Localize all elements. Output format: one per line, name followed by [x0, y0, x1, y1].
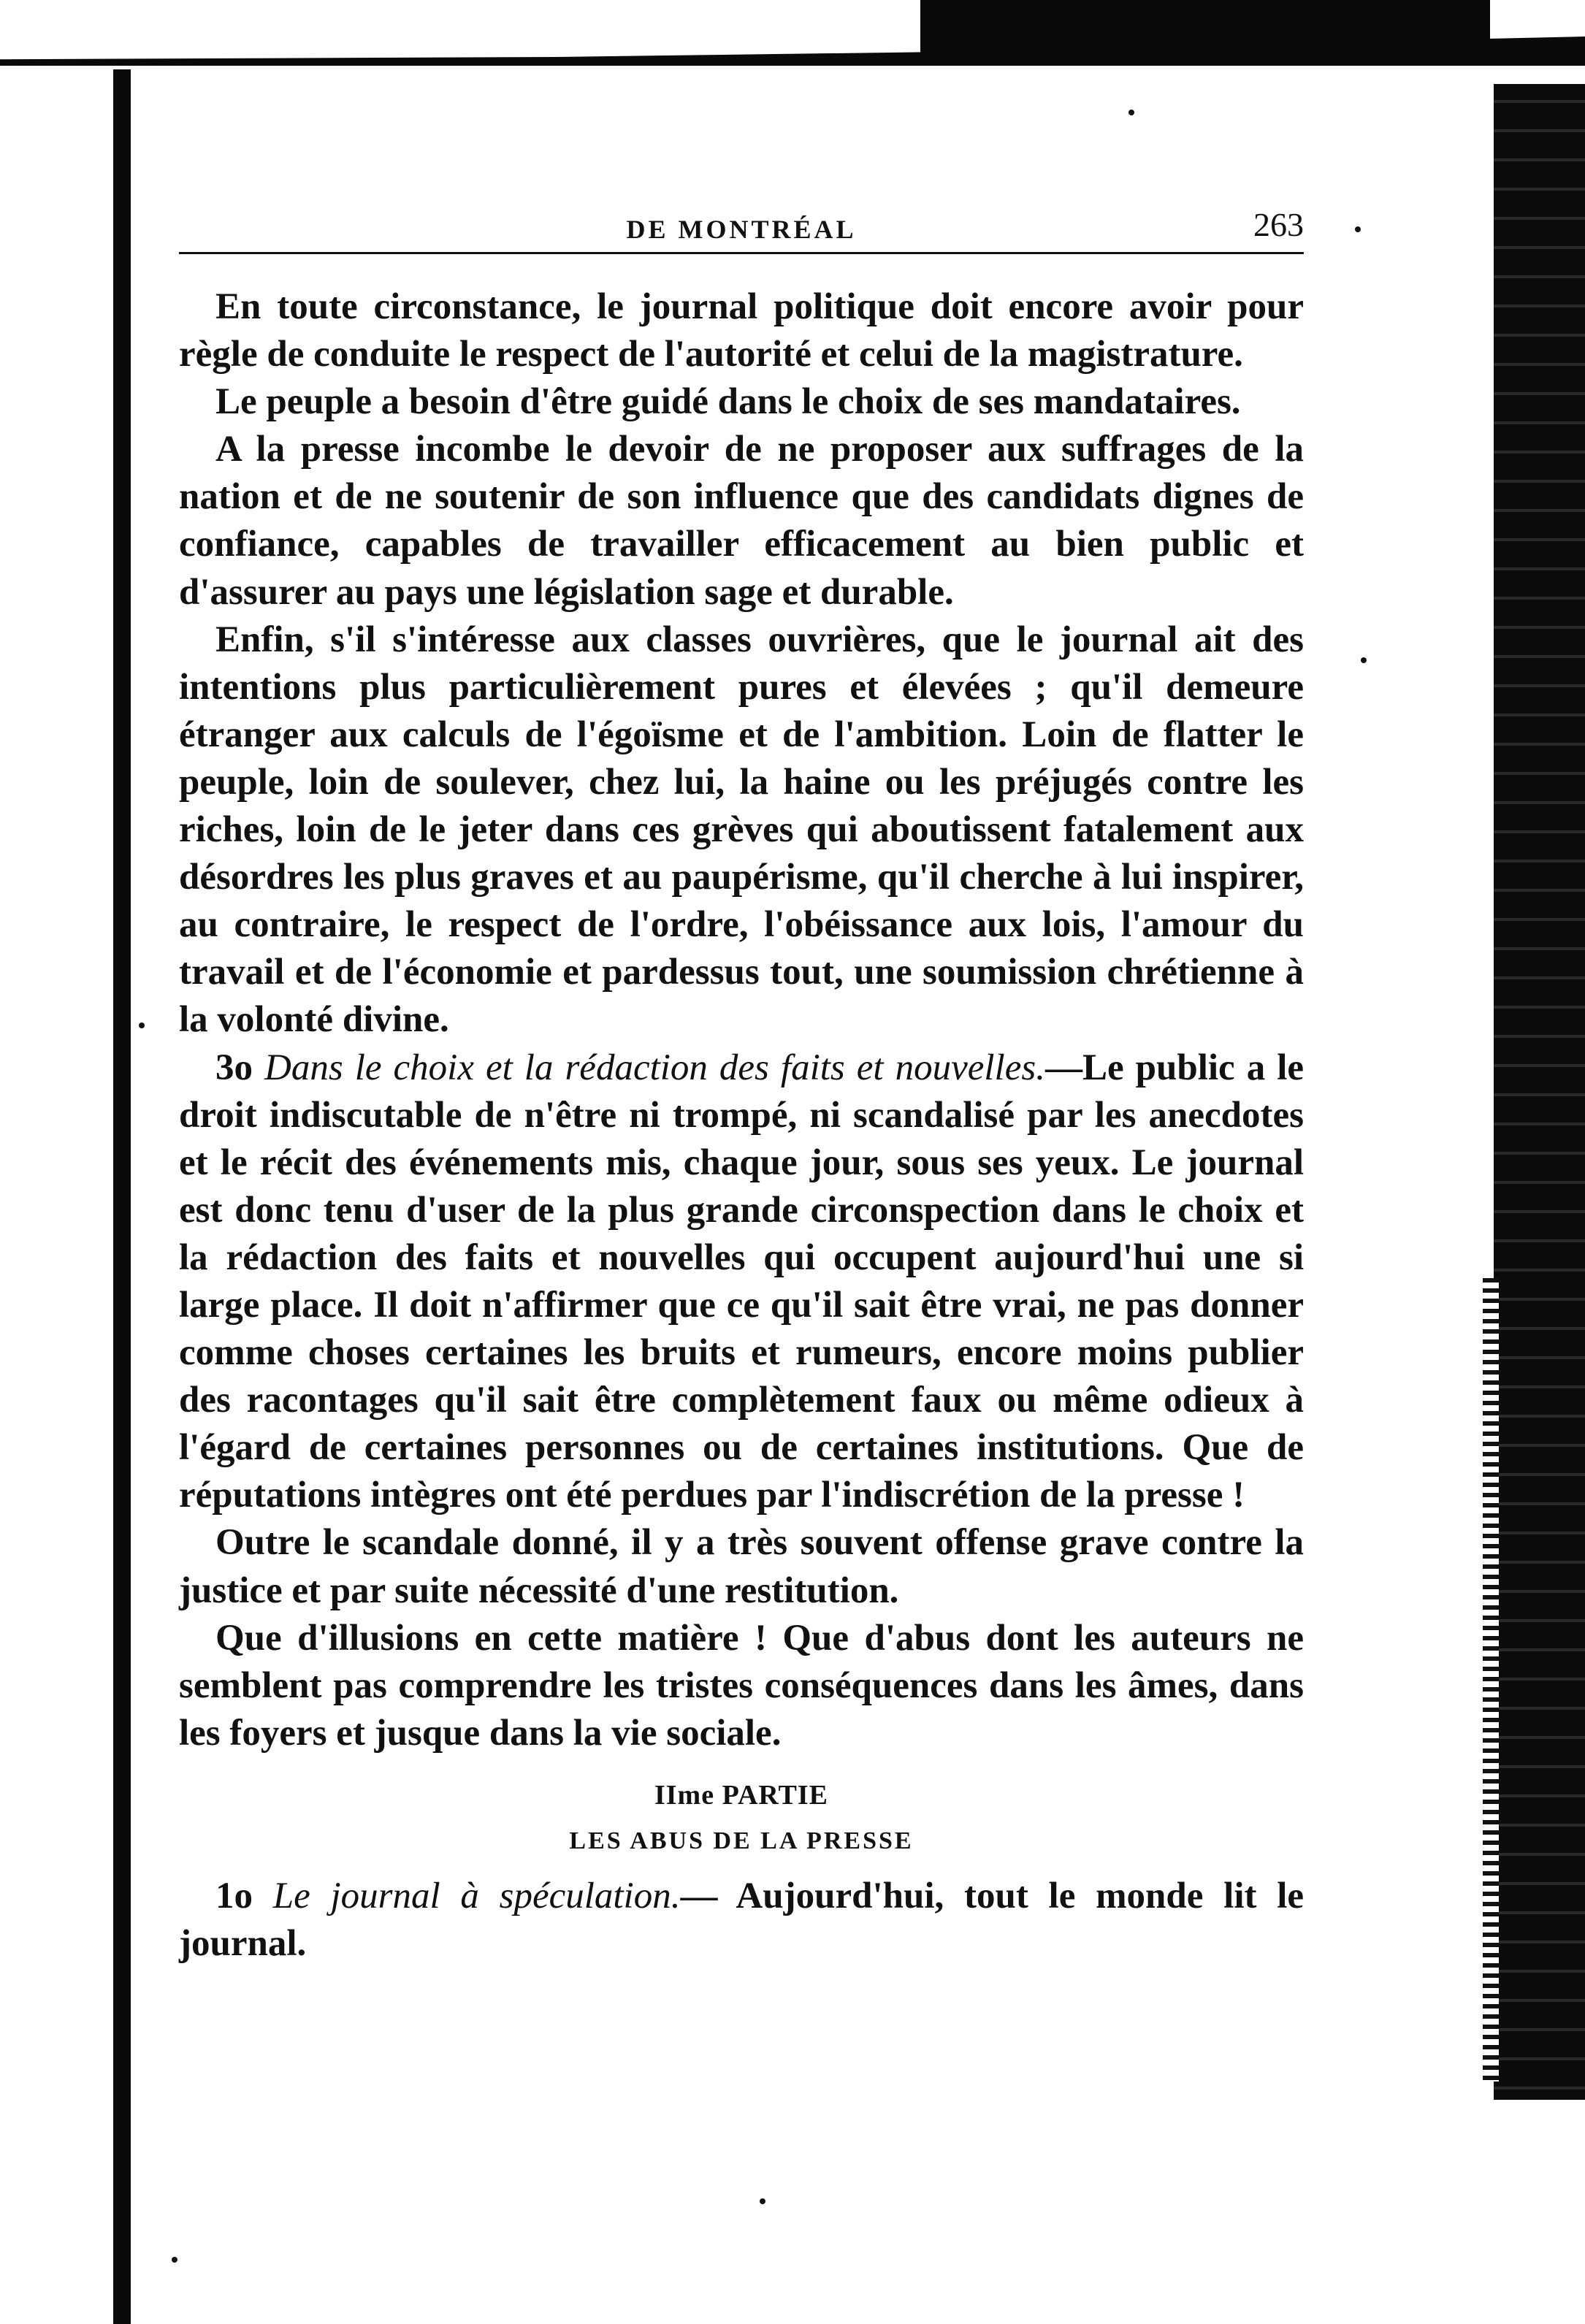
- book-page: [179, 194, 1304, 1968]
- scan-speck: [172, 2257, 177, 2263]
- section-number: 3o: [215, 1047, 253, 1088]
- paragraph: Outre le scandale donné, il y a très souvent offense grave contre la justice et par suite nécessité d'une restitution.: [179, 1522, 1304, 1611]
- scan-border-left: [113, 69, 131, 2324]
- section-1-paragraph: [179, 1873, 1304, 1968]
- scan-speck: [1361, 657, 1367, 663]
- part-heading: IIme PARTIE: [654, 1779, 829, 1811]
- section-heading: Le journal à spéculation.: [272, 1875, 681, 1916]
- section-text: —Le public a le droit indiscutable de n'être ni trompé, ni scandalisé par les anecdotes et le récit des événements mis, chaque jour, sous ses yeux. Le journal est donc tenu d'user de la plus grande circonspection dans le choix et la rédaction des faits et nouvelles qui occupent aujourd'hui une si large place. Il doit n'affirmer que ce qu'il sait être vrai, ne pas donner comme choses certaines les bruits et rumeurs, encore moins publier des racontages qu'il sait être complètement faux ou même odieux à l'égard de certaines personnes ou de certaines institutions. Que de réputations intègres ont été perdues par l'indiscrétion de la presse !: [179, 1047, 1305, 1516]
- paragraph: Le peuple a besoin d'être guidé dans le choix de ses mandataires.: [215, 381, 1241, 423]
- part-subheading: LES ABUS DE LA PRESSE: [569, 1827, 914, 1854]
- scan-border-right: [1494, 84, 1585, 2100]
- section-3-paragraph: [179, 1044, 1304, 1520]
- running-head-title: DE MONTRÉAL: [626, 215, 857, 244]
- scan-edge-noise: [1483, 1278, 1499, 2082]
- running-head: [179, 194, 1304, 254]
- section-text: — Aujourd'hui, tout le monde lit le journal.: [179, 1875, 1304, 1964]
- page-number: 263: [1253, 206, 1304, 243]
- paragraph: Enfin, s'il s'intéresse aux classes ouvrières, que le journal ait des intentions plus particulièrement pures et élevées ; qu'il demeure étranger aux calculs de l'égoïsme et de l'ambition. Loin de flatter le peuple, loin de soulever, chez lui, la haine ou les préjugés contre les riches, loin de le jeter dans ces grèves qui aboutissent fatalement aux désordres les plus graves et au paupérisme, qu'il cherche à lui inspirer, au contraire, le respect de l'ordre, l'obéissance aux lois, l'amour du travail et de l'économie et pardessus tout, une soumission chrétienne à la volonté divine.: [179, 619, 1304, 1041]
- paragraph: A la presse incombe le devoir de ne proposer aux suffrages de la nation et de ne soutenir de son influence que des candidats dignes de confiance, capables de travailler efficacement au bien public et d'assurer au pays une législation sage et durable.: [179, 429, 1304, 613]
- scan-speck: [139, 1023, 145, 1028]
- section-number: 1o: [215, 1875, 253, 1916]
- scan-speck: [760, 2198, 765, 2204]
- paragraph: Que d'illusions en cette matière ! Que d'abus dont les auteurs ne semblent pas comprendre les tristes conséquences dans les âmes, dans les foyers et jusque dans la vie sociale.: [179, 1617, 1304, 1754]
- scan-speck: [1355, 226, 1361, 232]
- section-heading: Dans le choix et la rédaction des faits et nouvelles.: [264, 1047, 1045, 1088]
- paragraph: En toute circonstance, le journal politique doit encore avoir pour règle de conduite le respect de l'autorité et celui de la magistrature.: [179, 286, 1304, 375]
- scan-speck: [1128, 110, 1134, 115]
- body-text: [179, 283, 1304, 1968]
